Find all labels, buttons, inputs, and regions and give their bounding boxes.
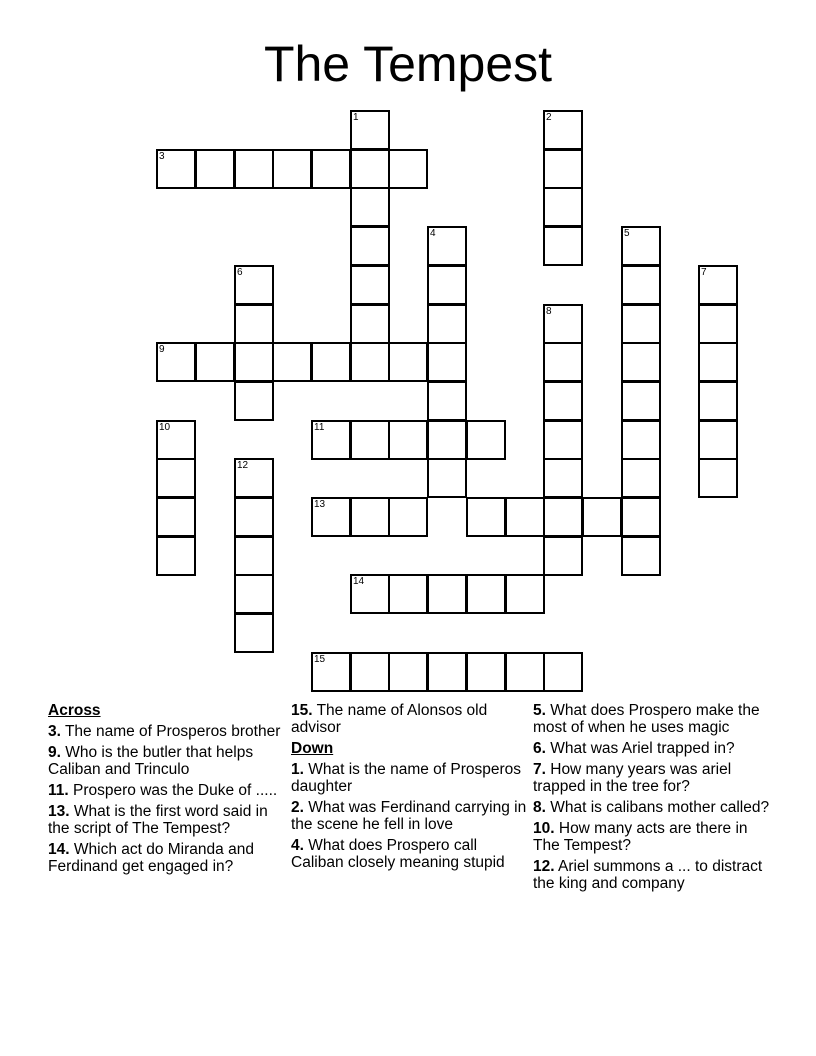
grid-cell[interactable] bbox=[350, 497, 390, 537]
grid-cell[interactable] bbox=[350, 187, 390, 227]
clue-number-label: 7. bbox=[533, 761, 546, 778]
grid-cell[interactable] bbox=[543, 536, 583, 576]
grid-cell[interactable] bbox=[698, 381, 738, 421]
clue-text: What was Ferdinand carrying in the scene he fell in love bbox=[291, 799, 527, 833]
grid-cell[interactable] bbox=[427, 265, 467, 305]
grid-cell[interactable] bbox=[543, 187, 583, 227]
clue-text: What is the first word said in the script of The Tempest? bbox=[48, 803, 268, 837]
grid-cell[interactable] bbox=[505, 497, 545, 537]
grid-cell[interactable] bbox=[272, 342, 312, 382]
clue-number-label: 14. bbox=[48, 841, 70, 858]
grid-cell[interactable] bbox=[621, 304, 661, 344]
grid-cell[interactable] bbox=[311, 652, 351, 692]
clue-item bbox=[533, 858, 773, 892]
clue-item bbox=[48, 841, 288, 875]
clue-number-label: 10. bbox=[533, 820, 555, 837]
across-heading: Across bbox=[48, 702, 101, 719]
grid-cell[interactable] bbox=[466, 497, 506, 537]
clue-text: The name of Prosperos brother bbox=[60, 723, 281, 740]
grid-cell[interactable] bbox=[427, 381, 467, 421]
grid-cell[interactable] bbox=[156, 536, 196, 576]
grid-cell[interactable] bbox=[350, 652, 390, 692]
clue-number: 2 bbox=[546, 112, 552, 123]
clue-item bbox=[533, 761, 773, 795]
grid-cell[interactable] bbox=[698, 458, 738, 498]
page-title: The Tempest bbox=[263, 36, 553, 92]
grid-cell[interactable] bbox=[350, 420, 390, 460]
grid-cell[interactable] bbox=[350, 226, 390, 266]
clue-number: 8 bbox=[546, 306, 552, 317]
clue-number: 9 bbox=[159, 344, 165, 355]
grid-cell[interactable] bbox=[466, 420, 506, 460]
grid-cell[interactable] bbox=[234, 574, 274, 614]
grid-cell[interactable] bbox=[350, 149, 390, 189]
grid-cell[interactable] bbox=[156, 420, 196, 460]
clue-number-label: 9. bbox=[48, 744, 61, 761]
clue-number: 14 bbox=[353, 576, 365, 587]
grid-cell[interactable] bbox=[388, 149, 428, 189]
grid-cell[interactable] bbox=[621, 497, 661, 537]
grid-cell[interactable] bbox=[234, 265, 274, 305]
grid-cell[interactable] bbox=[234, 381, 274, 421]
clue-item bbox=[291, 702, 531, 736]
clue-number-label: 5. bbox=[533, 702, 546, 719]
clue-item bbox=[48, 744, 288, 778]
grid-cell[interactable] bbox=[505, 574, 545, 614]
grid-cell[interactable] bbox=[698, 342, 738, 382]
grid-cell[interactable] bbox=[505, 652, 545, 692]
clue-text: Ariel summons a ... to distract the king and company bbox=[533, 858, 763, 892]
grid-cell[interactable] bbox=[427, 304, 467, 344]
grid-cell[interactable] bbox=[698, 304, 738, 344]
grid-cell[interactable] bbox=[156, 497, 196, 537]
grid-cell[interactable] bbox=[543, 420, 583, 460]
clue-text: How many acts are there in The Tempest? bbox=[533, 820, 748, 854]
clue-number-label: 2. bbox=[291, 799, 304, 816]
grid-cell[interactable] bbox=[156, 149, 196, 189]
grid-cell[interactable] bbox=[543, 304, 583, 344]
grid-cell[interactable] bbox=[698, 420, 738, 460]
grid-cell[interactable] bbox=[156, 458, 196, 498]
grid-cell[interactable] bbox=[388, 342, 428, 382]
grid-cell[interactable] bbox=[543, 342, 583, 382]
grid-cell[interactable] bbox=[234, 613, 274, 653]
grid-cell[interactable] bbox=[427, 574, 467, 614]
clue-item bbox=[48, 803, 288, 837]
grid-cell[interactable] bbox=[350, 265, 390, 305]
clue-number: 7 bbox=[701, 267, 707, 278]
grid-cell[interactable] bbox=[466, 652, 506, 692]
clues-column-1 bbox=[48, 702, 288, 879]
grid-cell[interactable] bbox=[234, 497, 274, 537]
grid-cell[interactable] bbox=[350, 574, 390, 614]
grid-cell[interactable] bbox=[427, 652, 467, 692]
clue-item bbox=[533, 702, 773, 736]
clue-number-label: 15. bbox=[291, 702, 313, 719]
grid-cell[interactable] bbox=[543, 497, 583, 537]
grid-cell[interactable] bbox=[311, 497, 351, 537]
grid-cell[interactable] bbox=[388, 420, 428, 460]
grid-cell[interactable] bbox=[427, 226, 467, 266]
clue-text: How many years was ariel trapped in the tree for? bbox=[533, 761, 732, 795]
clue-number-label: 13. bbox=[48, 803, 70, 820]
clue-item bbox=[291, 761, 531, 795]
grid-cell[interactable] bbox=[350, 342, 390, 382]
grid-cell[interactable] bbox=[234, 149, 274, 189]
grid-cell[interactable] bbox=[582, 497, 622, 537]
grid-cell[interactable] bbox=[543, 458, 583, 498]
clue-number-label: 1. bbox=[291, 761, 304, 778]
grid-cell[interactable] bbox=[272, 149, 312, 189]
grid-cell[interactable] bbox=[621, 536, 661, 576]
grid-cell[interactable] bbox=[543, 226, 583, 266]
clue-text: Prospero was the Duke of ..... bbox=[68, 782, 278, 799]
clue-text: What does Prospero make the most of when he uses magic bbox=[533, 702, 760, 736]
grid-cell[interactable] bbox=[466, 574, 506, 614]
clue-number: 13 bbox=[314, 499, 326, 510]
clues-column-3 bbox=[533, 702, 773, 896]
grid-cell[interactable] bbox=[543, 149, 583, 189]
clue-number: 11 bbox=[314, 422, 325, 433]
clue-number: 12 bbox=[237, 460, 249, 471]
clue-text: Which act do Miranda and Ferdinand get engaged in? bbox=[48, 841, 254, 875]
clue-text: Who is the butler that helps Caliban and Trinculo bbox=[48, 744, 254, 778]
clue-text: What does Prospero call Caliban closely meaning stupid bbox=[291, 837, 505, 871]
grid-cell[interactable] bbox=[388, 652, 428, 692]
grid-cell[interactable] bbox=[311, 342, 351, 382]
clue-number: 3 bbox=[159, 151, 165, 162]
grid-cell[interactable] bbox=[427, 342, 467, 382]
grid-cell[interactable] bbox=[156, 342, 196, 382]
grid-cell[interactable] bbox=[195, 149, 235, 189]
grid-cell[interactable] bbox=[388, 574, 428, 614]
clue-item bbox=[48, 723, 288, 740]
grid-cell[interactable] bbox=[621, 381, 661, 421]
clue-number-label: 3. bbox=[48, 723, 61, 740]
grid-cell[interactable] bbox=[543, 110, 583, 150]
grid-cell[interactable] bbox=[427, 420, 467, 460]
clue-number: 1 bbox=[353, 112, 359, 123]
clue-item bbox=[533, 799, 773, 816]
clue-item bbox=[533, 740, 773, 757]
grid-cell[interactable] bbox=[234, 458, 274, 498]
clue-text: The name of Alonsos old advisor bbox=[291, 702, 488, 736]
grid-cell[interactable] bbox=[427, 458, 467, 498]
clue-number-label: 6. bbox=[533, 740, 546, 757]
clue-item bbox=[291, 837, 531, 871]
grid-cell[interactable] bbox=[621, 420, 661, 460]
grid-cell[interactable] bbox=[234, 536, 274, 576]
grid-cell[interactable] bbox=[621, 265, 661, 305]
clue-number-label: 8. bbox=[533, 799, 546, 816]
clue-number: 15 bbox=[314, 654, 326, 665]
clue-number: 4 bbox=[430, 228, 436, 239]
grid-cell[interactable] bbox=[311, 149, 351, 189]
grid-cell[interactable] bbox=[621, 226, 661, 266]
grid-cell[interactable] bbox=[543, 652, 583, 692]
grid-cell[interactable] bbox=[350, 304, 390, 344]
grid-cell[interactable] bbox=[621, 342, 661, 382]
grid-cell[interactable] bbox=[698, 265, 738, 305]
clue-text: What is calibans mother called? bbox=[545, 799, 770, 816]
clue-number: 10 bbox=[159, 422, 171, 433]
down-heading: Down bbox=[291, 740, 334, 757]
grid-cell[interactable] bbox=[621, 458, 661, 498]
grid-cell[interactable] bbox=[543, 381, 583, 421]
grid-cell[interactable] bbox=[311, 420, 351, 460]
grid-cell[interactable] bbox=[350, 110, 390, 150]
grid-cell[interactable] bbox=[234, 304, 274, 344]
clue-text: What was Ariel trapped in? bbox=[545, 740, 735, 757]
clue-item bbox=[291, 799, 531, 833]
clue-number: 5 bbox=[624, 228, 630, 239]
grid-cell[interactable] bbox=[234, 342, 274, 382]
grid-cell[interactable] bbox=[388, 497, 428, 537]
grid-cell[interactable] bbox=[195, 342, 235, 382]
clue-number: 6 bbox=[237, 267, 243, 278]
clue-item bbox=[48, 782, 288, 799]
clue-number-label: 4. bbox=[291, 837, 304, 854]
clue-text: What is the name of Prosperos daughter bbox=[291, 761, 522, 795]
clue-item bbox=[533, 820, 773, 854]
clues-column-2 bbox=[291, 702, 531, 875]
clue-number-label: 12. bbox=[533, 858, 555, 875]
clue-number-label: 11. bbox=[48, 782, 69, 799]
